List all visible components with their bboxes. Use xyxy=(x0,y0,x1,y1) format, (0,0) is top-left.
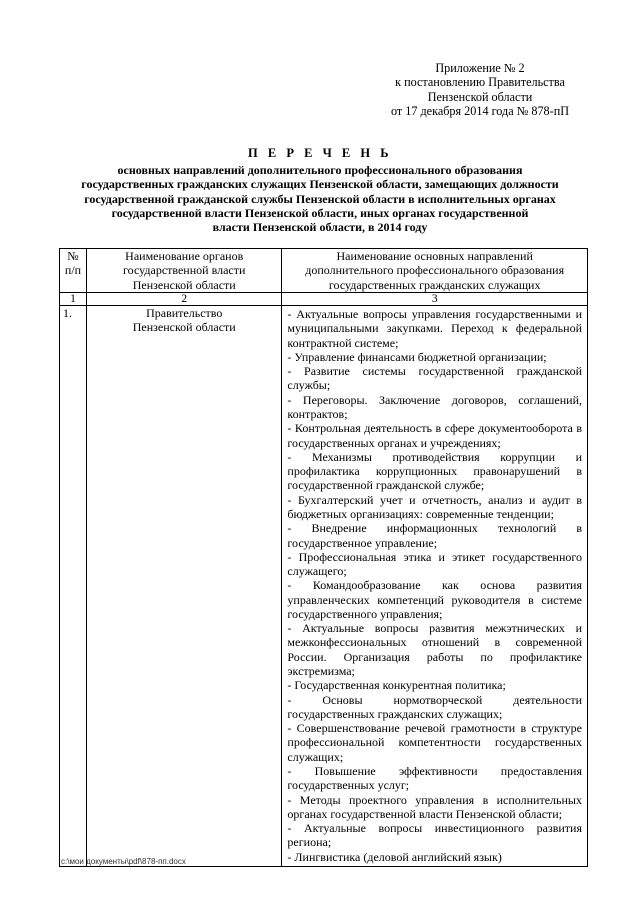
direction-item: - Контрольная деятельность в сфере документооборота в государственных органах и учреждениях; xyxy=(287,421,582,450)
subtitle-line-5: власти Пензенской области, в 2014 году xyxy=(212,220,428,235)
direction-item: - Повышение эффективности предоставления государственных услуг; xyxy=(287,764,582,793)
directions-table xyxy=(59,248,588,867)
column-number: 2 xyxy=(87,293,282,306)
direction-item: - Актуальные вопросы управления государственными и муниципальными закупками. Переход к федеральной контрактной системе; xyxy=(287,307,582,350)
header-organ-line-2: государственной власти xyxy=(123,263,246,278)
organ-name-line-1: Правительство xyxy=(146,306,223,320)
header-directions-line-1: Наименование основных направлений xyxy=(336,249,533,263)
direction-item: - Методы проектного управления в исполнительных органах государственной власти Пензенской области; xyxy=(287,792,582,821)
row-number: 1. xyxy=(60,306,87,867)
header-number-line-1: № xyxy=(67,249,79,263)
column-number-row xyxy=(60,293,588,306)
directions-list xyxy=(282,306,588,867)
header-directions-line-3: государственных гражданских служащих xyxy=(328,277,541,292)
table-header-row xyxy=(60,249,588,293)
direction-item: - Актуальные вопросы инвестиционного развития региона; xyxy=(287,821,582,850)
subtitle-line-4: государственной власти Пензенской области, иных органах государственной xyxy=(111,205,529,220)
direction-item: - Переговоры. Заключение договоров, соглашений, контрактов; xyxy=(287,392,582,421)
direction-item: - Развитие системы государственной гражданской службы; xyxy=(287,364,582,393)
appendix-line-3: Пензенской области xyxy=(427,89,533,104)
appendix-line-1: Приложение № 2 xyxy=(435,61,525,75)
header-organ-line-3: Пензенской области xyxy=(132,277,236,292)
subtitle-line-2: государственных гражданских служащих Пензенской области, замещающих должности xyxy=(81,177,559,192)
document-subtitle xyxy=(40,163,600,234)
direction-item: - Профессиональная этика и этикет государственного служащего; xyxy=(287,549,582,579)
document-title: П Е Р Е Ч Е Н Ь xyxy=(248,146,392,160)
organ-name-line-2: Пензенской области xyxy=(132,320,236,335)
organ-name xyxy=(87,306,282,867)
header-directions xyxy=(282,249,588,293)
appendix-header xyxy=(378,61,582,118)
table-row xyxy=(60,306,588,867)
file-path-footer: c:\мои документы\pdf\878-пп.docx xyxy=(61,857,186,866)
direction-item: - Командообразование как основа развития управленческих компетенций руководителя в системе государственного управления; xyxy=(287,578,582,621)
direction-item: - Основы нормотворческой деятельности государственных гражданских служащих; xyxy=(287,692,582,721)
appendix-line-4: от 17 декабря 2014 года № 878-пП xyxy=(390,103,570,118)
direction-item: - Актуальные вопросы развития межэтнических и межконфессиональных отношений в современной России. Организация работы по профилактике экстремизма; xyxy=(287,621,582,679)
header-number-line-2: п/п xyxy=(64,263,82,278)
header-directions-line-2: дополнительного профессионального образования xyxy=(305,263,565,278)
column-number: 3 xyxy=(282,293,588,306)
direction-item: - Совершенствование речевой грамотности в структуре профессиональной компетентности государственных служащих; xyxy=(287,721,582,764)
direction-item: - Государственная конкурентная политика; xyxy=(287,678,506,693)
direction-item: - Бухгалтерский учет и отчетность, анализ и аудит в бюджетных организациях: современные тенденции; xyxy=(287,492,582,521)
direction-item: - Лингвистика (деловой английский язык) xyxy=(287,849,502,864)
header-number xyxy=(60,249,87,293)
direction-item: - Управление финансами бюджетной организации; xyxy=(287,349,547,364)
subtitle-line-1: основных направлений дополнительного профессионального образования xyxy=(117,163,523,177)
subtitle-line-3: государственной гражданской службы Пензенской области в исполнительных органах xyxy=(84,191,556,206)
direction-item: - Внедрение информационных технологий в государственное управление; xyxy=(287,521,582,550)
direction-item: - Механизмы противодействия коррупции и профилактика коррупционных правонарушений в государственной гражданской службе; xyxy=(287,449,582,493)
header-organ-line-1: Наименование органов xyxy=(125,249,244,263)
appendix-line-2: к постановлению Правительства xyxy=(395,75,565,90)
header-organ xyxy=(87,249,282,293)
column-number: 1 xyxy=(60,293,87,306)
